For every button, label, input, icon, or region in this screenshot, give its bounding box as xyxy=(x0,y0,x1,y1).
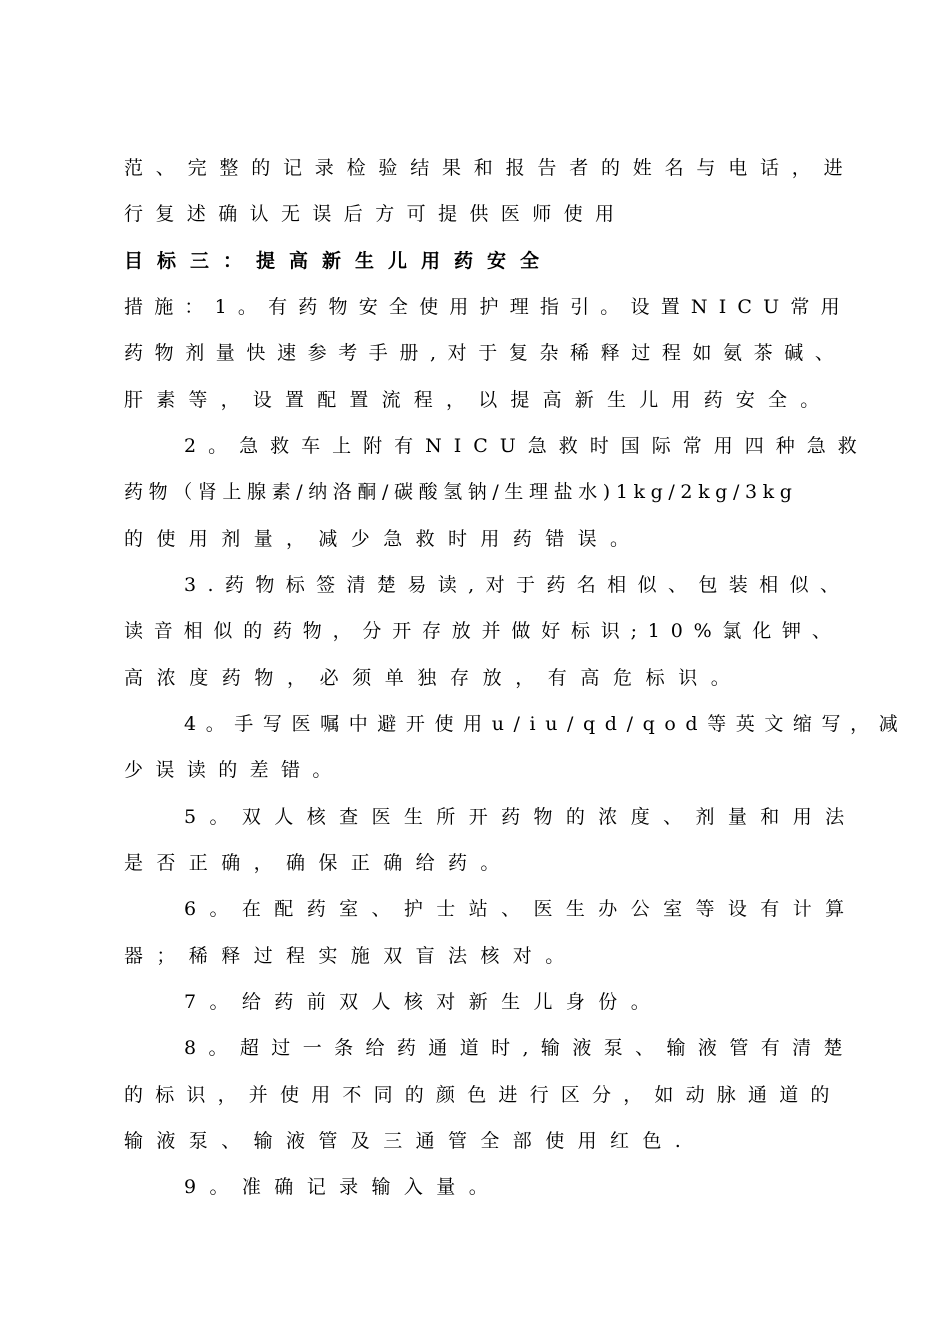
text-line-16: 是否正确，确保正确给药。 xyxy=(124,852,513,874)
text-line-11: 读音相似的药物，分开存放并做好标识;10%氯化钾、 xyxy=(124,620,842,642)
text-line-23: 9。准确记录输入量。 xyxy=(184,1176,502,1198)
text-line-10: 3.药物标签清楚易读,对于药名相似、包装相似、 xyxy=(184,574,851,596)
text-line-15: 5。双人核查医生所开药物的浓度、剂量和用法 xyxy=(184,806,858,828)
text-line-21: 的标识，并使用不同的颜色进行区分，如动脉通道的 xyxy=(124,1084,842,1106)
text-line-2: 行复述确认无误后方可提供医师使用 xyxy=(124,203,627,225)
text-line-13: 4。手写医嘱中避开使用u/iu/qd/qod等英文缩写，减 xyxy=(184,713,908,735)
text-line-1: 范、完整的记录检验结果和报告者的姓名与电话，进 xyxy=(124,157,856,179)
text-line-5: 药物剂量快速参考手册,对于复杂稀释过程如氨茶碱、 xyxy=(124,342,846,364)
text-line-6: 肝素等，设置配置流程，以提高新生儿用药安全。 xyxy=(124,389,833,411)
text-line-12: 高浓度药物，必须单独存放，有高危标识。 xyxy=(124,667,744,689)
text-line-4: 措施：1。有药物安全使用护理指引。设置NICU常用 xyxy=(124,296,851,318)
text-line-17: 6。在配药室、护士站、医生办公室等设有计算 xyxy=(184,898,858,920)
text-line-19: 7。给药前双人核对新生儿身份。 xyxy=(184,991,664,1013)
text-line-20: 8。超过一条给药通道时,输液泵、输液管有清楚 xyxy=(184,1037,855,1059)
text-line-18: 器；稀释过程实施双盲法核对。 xyxy=(124,945,578,967)
text-line-14: 少误读的差错。 xyxy=(124,759,344,781)
text-line-9: 的使用剂量，减少急救时用药错误。 xyxy=(124,528,643,550)
section-heading: 目标三：提高新生儿用药安全 xyxy=(124,250,554,272)
text-line-7: 2。急救车上附有NICU急救时国际常用四种急救 xyxy=(184,435,869,457)
text-line-8: 药物（肾上腺素/纳洛酮/碳酸氢钠/生理盐水)1kg/2kg/3kg xyxy=(124,481,798,503)
text-line-22: 输液泵、输液管及三通管全部使用红色. xyxy=(124,1130,695,1152)
